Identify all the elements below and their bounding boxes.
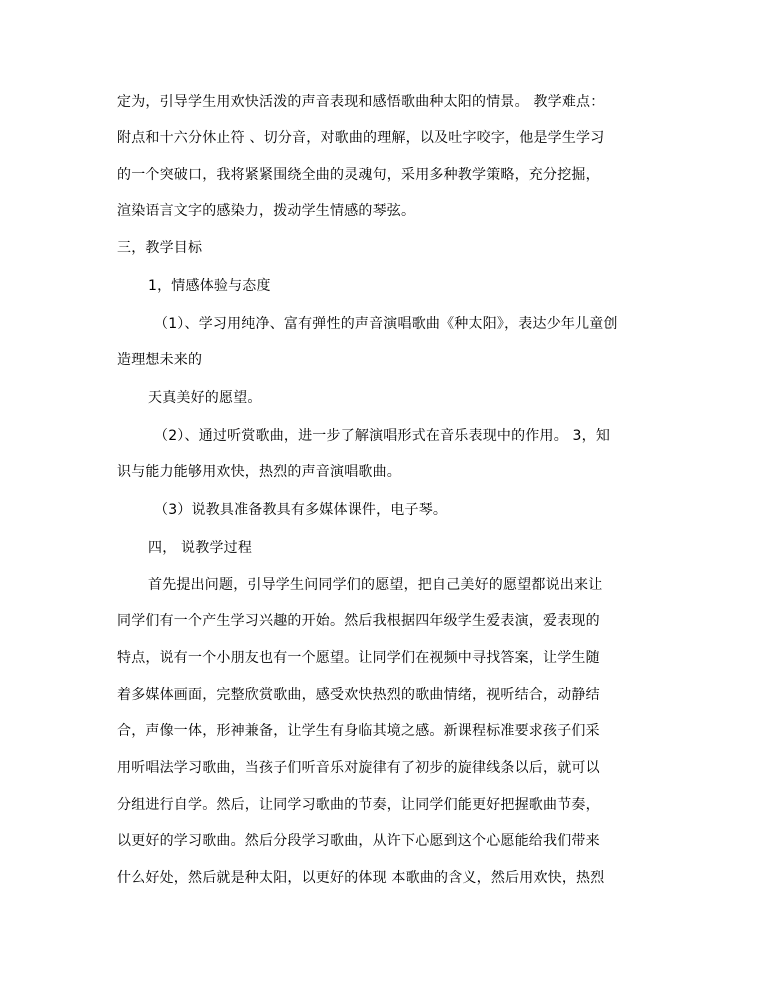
text-line: 特点，说有一个小朋友也有一个愿望。让同学们在视频中寻找答案，让学生随: [117, 650, 600, 666]
text-line: 以更好的学习歌曲。然后分段学习歌曲，从许下心愿到这个心愿能给我们带来: [117, 833, 600, 849]
text-line: 合，声像一体，形神兼备，让学生有身临其境之感。新课程标准要求孩子们采: [117, 723, 600, 739]
text-line: 分组进行自学。然后，让同学习歌曲的节奏，让同学们能更好把握歌曲节奏，: [117, 797, 600, 813]
text-line: 造理想未来的: [117, 352, 203, 368]
text-line: （3）说教具准备教具有多媒体课件，电子琴。: [154, 502, 448, 518]
text-line: 渲染语言文字的感染力，拨动学生情感的琴弦。: [117, 203, 416, 219]
section-heading: 三，教学目标: [117, 240, 203, 256]
text-line: 用听唱法学习歌曲，当孩子们听音乐对旋律有了初步的旋律线条以后，就可以: [117, 760, 600, 776]
section-heading: 四， 说教学过程: [148, 540, 253, 556]
subsection-heading: 1，情感体验与态度: [148, 278, 271, 294]
text-line: 识与能力能够用欢快，热烈的声音演唱歌曲。: [117, 464, 401, 480]
text-line: 附点和十六分休止符 、切分音，对歌曲的理解，以及吐字咬字，他是学生学习: [117, 130, 605, 146]
text-line: 天真美好的愿望。: [148, 390, 262, 406]
text-line: 首先提出问题，引导学生问同学们的愿望，把自己美好的愿望都说出来让: [148, 577, 603, 593]
text-line: （1）、学习用纯净、富有弹性的声音演唱歌曲《种太阳》，表达少年儿童创: [154, 316, 618, 332]
text-line: 着多媒体画面，完整欣赏歌曲，感受欢快热烈的歌曲情绪，视听结合，动静结: [117, 687, 600, 703]
text-line: 的一个突破口，我将紧紧围绕全曲的灵魂句，采用多种教学策略，充分挖掘，: [117, 167, 600, 183]
text-line: （2）、通过听赏歌曲，进一步了解演唱形式在音乐表现中的作用。 3，知: [154, 428, 611, 444]
text-line: 同学们有一个产生学习兴趣的开始。然后我根据四年级学生爱表演，爱表现的: [117, 613, 600, 629]
text-line: 定为，引导学生用欢快活泼的声音表现和感悟歌曲种太阳的情景。 教学难点：: [117, 94, 605, 110]
text-line: 什么好处，然后就是种太阳，以更好的体现 本歌曲的含义，然后用欢快，热烈: [117, 870, 605, 886]
